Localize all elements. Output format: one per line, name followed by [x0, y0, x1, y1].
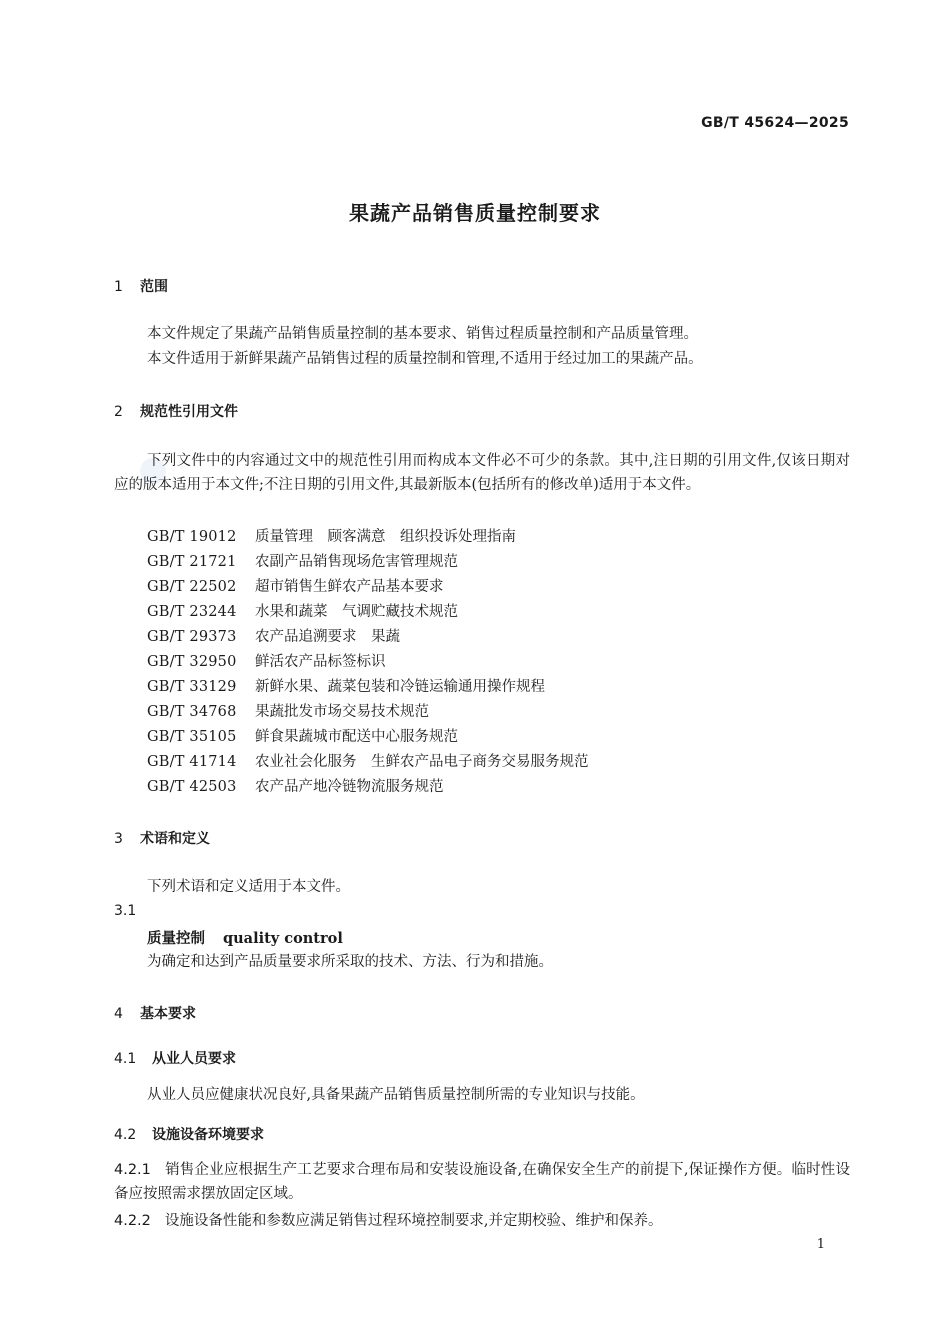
reference-code: GB/T 33129 [147, 679, 237, 695]
document-code: GB/T 45624—2025 [701, 115, 849, 131]
reference-code: GB/T 41714 [147, 754, 237, 770]
reference-code: GB/T 35105 [147, 729, 237, 745]
reference-item [147, 600, 458, 621]
section-4-title: 基本要求 [140, 1006, 196, 1022]
term-definition: 为确定和达到产品质量要求所采取的技术、方法、行为和措施。 [147, 954, 553, 970]
section-3-heading [114, 828, 210, 848]
section-2-title: 规范性引用文件 [140, 404, 238, 420]
subsection-4-1-title: 从业人员要求 [152, 1051, 236, 1067]
reference-title: 农副产品销售现场危害管理规范 [255, 554, 458, 570]
subsection-4-2-number: 4.2 [114, 1127, 137, 1143]
reference-item [147, 775, 444, 796]
clause-4-2-1-number: 4.2.1 [114, 1162, 151, 1178]
reference-item [147, 725, 458, 746]
term-heading [147, 927, 343, 948]
clause-4-2-2 [114, 1209, 850, 1233]
section-3-intro: 下列术语和定义适用于本文件。 [147, 879, 350, 895]
reference-title: 农业社会化服务 生鲜农产品电子商务交易服务规范 [255, 754, 589, 770]
reference-title: 超市销售生鲜农产品基本要求 [255, 579, 444, 595]
reference-title: 鲜食果蔬城市配送中心服务规范 [255, 729, 458, 745]
reference-code: GB/T 34768 [147, 704, 237, 720]
reference-item [147, 675, 545, 696]
reference-code: GB/T 29373 [147, 629, 237, 645]
reference-code: GB/T 42503 [147, 779, 237, 795]
subsection-4-2-heading [114, 1124, 264, 1144]
section-1-para-1: 本文件规定了果蔬产品销售质量控制的基本要求、销售过程质量控制和产品质量管理。 [147, 326, 698, 342]
clause-4-2-2-text: 设施设备性能和参数应满足销售过程环境控制要求,并定期校验、维护和保养。 [164, 1213, 663, 1229]
section-2-intro: 下列文件中的内容通过文中的规范性引用而构成本文件必不可少的条款。其中,注日期的引用文件,仅该日期对应的版本适用于本文件;不注日期的引用文件,其最新版本(包括所有的修改单)适用于本文件。 [114, 453, 850, 493]
section-3-title: 术语和定义 [140, 831, 210, 847]
section-4-number: 4 [114, 1006, 123, 1022]
reference-title: 农产品产地冷链物流服务规范 [255, 779, 444, 795]
reference-title: 果蔬批发市场交易技术规范 [255, 704, 429, 720]
reference-item [147, 625, 400, 646]
reference-item [147, 750, 589, 771]
subsection-4-2-title: 设施设备环境要求 [152, 1127, 264, 1143]
section-2-heading [114, 401, 238, 421]
reference-title: 鲜活农产品标签标识 [255, 654, 386, 670]
reference-item [147, 550, 458, 571]
reference-code: GB/T 32950 [147, 654, 237, 670]
term-chinese: 质量控制 [147, 931, 205, 947]
reference-title: 新鲜水果、蔬菜包装和冷链运输通用操作规程 [255, 679, 545, 695]
section-1-para-2: 本文件适用于新鲜果蔬产品销售过程的质量控制和管理,不适用于经过加工的果蔬产品。 [147, 351, 703, 367]
section-1-number: 1 [114, 279, 123, 295]
subsection-4-1-text: 从业人员应健康状况良好,具备果蔬产品销售质量控制所需的专业知识与技能。 [147, 1087, 645, 1103]
reference-code: GB/T 19012 [147, 529, 237, 545]
reference-code: GB/T 23244 [147, 604, 237, 620]
reference-item [147, 650, 386, 671]
page-title: 果蔬产品销售质量控制要求 [349, 201, 601, 225]
clause-4-2-1-text: 销售企业应根据生产工艺要求合理布局和安装设施设备,在确保安全生产的前提下,保证操作方便。临时性设备应按照需求摆放固定区域。 [114, 1162, 850, 1202]
section-4-heading [114, 1003, 196, 1023]
term-number: 3.1 [114, 903, 137, 919]
reference-code: GB/T 22502 [147, 579, 237, 595]
clause-4-2-2-number: 4.2.2 [114, 1213, 151, 1229]
reference-title: 水果和蔬菜 气调贮藏技术规范 [255, 604, 458, 620]
subsection-4-1-heading [114, 1048, 236, 1068]
section-3-number: 3 [114, 831, 123, 847]
section-2-number: 2 [114, 404, 123, 420]
reference-title: 农产品追溯要求 果蔬 [255, 629, 400, 645]
reference-item [147, 700, 429, 721]
reference-code: GB/T 21721 [147, 554, 237, 570]
reference-title: 质量管理 顾客满意 组织投诉处理指南 [255, 529, 516, 545]
page-number: 1 [816, 1237, 825, 1252]
reference-item [147, 525, 516, 546]
reference-item [147, 575, 444, 596]
clause-4-2-1 [114, 1158, 850, 1206]
section-1-title: 范围 [140, 279, 168, 295]
subsection-4-1-number: 4.1 [114, 1051, 137, 1067]
section-1-heading [114, 276, 168, 296]
term-english: quality control [223, 930, 343, 947]
